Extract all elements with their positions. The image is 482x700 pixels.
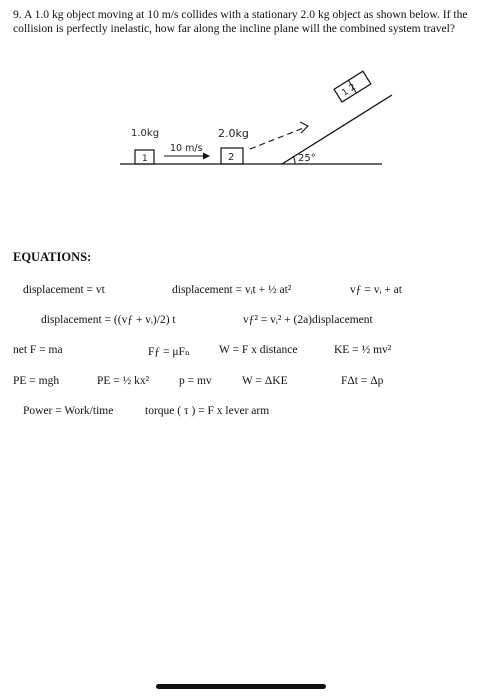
eq-velocity-squared: vƒ² = vᵢ² + (2a)displacement bbox=[243, 314, 373, 326]
mass1-label: 1.0kg bbox=[131, 128, 160, 139]
mass1-box-label: 1 bbox=[142, 154, 148, 164]
eq-work-energy: W = ΔKE bbox=[242, 375, 288, 387]
eq-potential-energy: PE = mgh bbox=[13, 375, 60, 387]
eq-momentum: p = mv bbox=[179, 375, 212, 387]
eq-torque: torque ( τ ) = F x lever arm bbox=[145, 405, 270, 417]
equations-heading: EQUATIONS: bbox=[13, 250, 92, 264]
trajectory-arrowhead bbox=[300, 122, 308, 133]
eq-net-force: net F = ma bbox=[13, 344, 63, 356]
mass2-label: 2.0kg bbox=[218, 127, 249, 140]
eq-spring-pe: PE = ½ kx² bbox=[97, 375, 150, 387]
angle-label: 25° bbox=[298, 153, 316, 164]
eq-displacement-accel: displacement = vᵢt + ½ at² bbox=[172, 284, 292, 296]
combined-box-label: 1 2 bbox=[340, 82, 358, 99]
angle-arc bbox=[293, 156, 295, 164]
eq-displacement-vt: displacement = vt bbox=[23, 284, 105, 296]
eq-impulse: FΔt = Δp bbox=[341, 375, 384, 387]
eq-kinetic-energy: KE = ½ mv² bbox=[334, 344, 392, 356]
question-text: 9. A 1.0 kg object moving at 10 m/s collides with a stationary 2.0 kg object as shown below. If the collision is perfectly inelastic, how far along the incline plane will the combined system travel? bbox=[13, 8, 468, 35]
collision-diagram bbox=[0, 0, 482, 240]
eq-friction: Fƒ = μFₙ bbox=[148, 346, 190, 358]
eq-power: Power = Work/time bbox=[23, 405, 114, 417]
eq-work: W = F x distance bbox=[219, 344, 298, 356]
trajectory-dashed bbox=[250, 127, 306, 149]
home-indicator[interactable] bbox=[156, 684, 326, 689]
velocity-arrowhead bbox=[203, 153, 210, 160]
mass2-box-label: 2 bbox=[228, 152, 235, 163]
eq-displacement-avg: displacement = ((vƒ + vᵢ)/2) t bbox=[41, 314, 176, 326]
eq-final-velocity: vƒ = vᵢ + at bbox=[350, 284, 402, 296]
velocity-label: 10 m/s bbox=[170, 143, 203, 154]
